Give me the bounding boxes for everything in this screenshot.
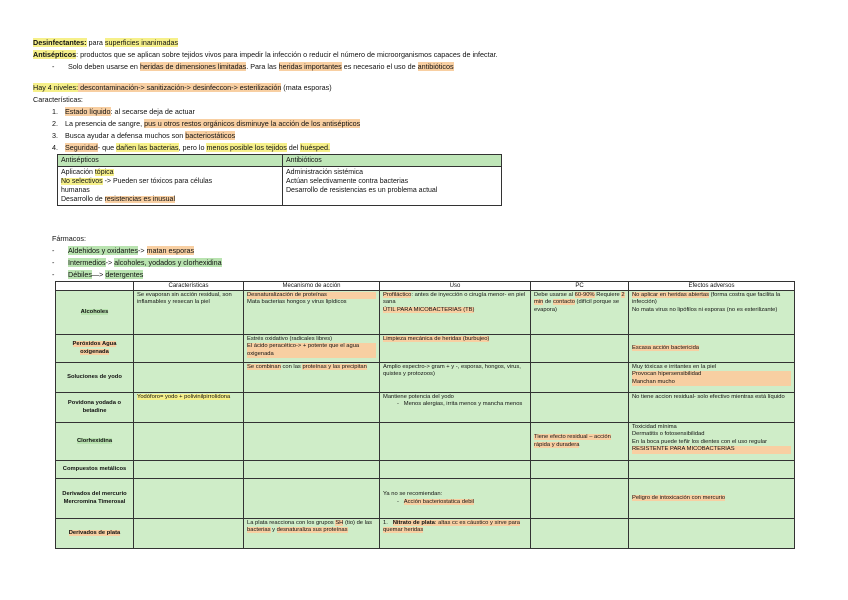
row-efectos: No aplicar en heridas abiertas (forma costra que facilita la infección) No mata virus no lipófilos ni esporas (no es esterilizante) [629,291,795,335]
comparison-header-antibioticos: Antibióticos [283,155,502,167]
row-pc [531,363,629,393]
table-row [56,479,795,519]
characteristic-item-1: 1. Estado líquido: al secarse deja de actuar [52,107,195,116]
row-mecanismo [244,423,380,461]
comparison-header-antisepticos: Antisépticos [58,155,283,167]
header-caracteristicas: Características [134,282,244,291]
characteristics-title: Características: [33,95,83,104]
farmaco-item-1: - Aldehidos y oxidantes-> matan esporas [52,246,195,255]
row-pc: Debe usarse al 60-90% Requiere 2 min de contacto (difícil porque se evapora) [531,291,629,335]
row-caracteristicas: Se evaporan sin acción residual, son inflamables y resecan la piel [134,291,244,335]
row-name: Alcoholes [56,291,134,335]
row-pc [531,335,629,363]
row-mecanismo: Desnaturalización de proteínas Mata bacterias hongos y virus lipídicos [244,291,380,335]
row-uso: Mantiene potencia del yodo - Menos alergias, irrita menos y mancha menos [380,393,531,423]
row-efectos: Escasa acción bactericida [629,335,795,363]
table-header-row [56,282,795,291]
row-efectos: No tiene accion residual- solo efectivo mientras está líquido [629,393,795,423]
farmaco-item-3: - Débiles—> detergentes [52,270,144,279]
intro-line-1: Desinfectantes: para superficies inanimadas [33,38,179,47]
row-efectos: Peligro de intoxicación con mercurio [629,479,795,519]
characteristic-item-4: 4. Seguridad- que dañen las bacterias, pero lo menos posible los tejidos del huésped. [52,143,330,152]
row-uso: Limpieza mecánica de heridas (burbujeo) [380,335,531,363]
table-row [56,519,795,549]
row-caracteristicas [134,423,244,461]
row-name: Soluciones de yodo [56,363,134,393]
antiseptics-table [55,281,795,549]
table-row [56,363,795,393]
comparison-header-row [58,155,502,167]
row-name: Derivados del mercurio Mercromina Timerosal [56,479,134,519]
comparison-row [58,167,502,206]
row-caracteristicas [134,335,244,363]
row-name: Peróxidos Agua oxigenada [56,335,134,363]
row-uso: Profiláctico: antes de inyección o cirugía menor- en piel sana ÚTIL PARA MICOBACTERIAS (TB) [380,291,531,335]
farmaco-item-2: - Intermedios-> alcoholes, yodados y clorhexidina [52,258,222,267]
levels-line: Hay 4 niveles: descontaminación-> sanitización-> desinfeccon-> esterilización (mata esporas) [33,83,332,92]
row-name: Povidona yodada o betadine [56,393,134,423]
comparison-cell-antibioticos: Administración sistémica Actúan selectivamente contra bacterias Desarrollo de resistencias es un problema actual [283,167,502,206]
row-name: Clorhexidina [56,423,134,461]
table-row [56,423,795,461]
row-mecanismo: Estrés oxidativo (radicales libres) El ácido peracético-> + potente que el agua oxigenada [244,335,380,363]
header-mecanismo: Mecanismo de acción [244,282,380,291]
row-caracteristicas [134,363,244,393]
row-efectos: Toxicidad mínima Dermatitis o fotosensibilidad En la boca puede teñir los dientes con el uso regular RESISTENTE PARA MICOBACTERIAS [629,423,795,461]
comparison-table [57,154,502,206]
header-efectos: Efectos adversos [629,282,795,291]
intro-line-2: Antisépticos: productos que se aplican sobre tejidos vivos para impedir la infección o reducir el número de microorganismos capaces de infectar. [33,50,498,59]
row-caracteristicas: Yodóforo= yodo + polivinilpirrolidona [134,393,244,423]
header-empty [56,282,134,291]
table-row [56,461,795,479]
row-uso: Ya no se recomiendan: - Acción bacteriostatica debil [380,479,531,519]
farmacos-title: Fármacos: [52,234,86,243]
row-uso: 1. Nitrato de plata: altas cc es cáustico y sirve para quemar heridas [380,519,531,549]
row-pc [531,393,629,423]
row-uso [380,423,531,461]
characteristic-item-2: 2. La presencia de sangre, pus u otros restos orgánicos disminuye la acción de los antisépticos [52,119,361,128]
row-efectos: Muy tóxicas e irritantes en la piel Provocan hipersensibilidad Manchan mucho [629,363,795,393]
row-name: Compuestos metálicos [56,461,134,479]
header-uso: Uso [380,282,531,291]
row-pc: Tiene efecto residual – acción rápida y duradera [531,423,629,461]
table-row [56,335,795,363]
table-row [56,393,795,423]
row-uso: Amplio espectro-> gram + y -, esporas, hongos, virus, quistes y protozoos) [380,363,531,393]
comparison-cell-antisepticos: Aplicación tópica No selectivos -> Pueden ser tóxicos para células humanas Desarrollo de resistencias es inusual [58,167,283,206]
row-mecanismo: La plata reacciona con los grupos SH (tio) de las bacterias y desnaturaliza sus proteínas [244,519,380,549]
table-row [56,291,795,335]
row-mecanismo [244,393,380,423]
row-name: Derivados de plata [56,519,134,549]
characteristic-item-3: 3. Busca ayudar a defensa muchos son bacteriostáticos [52,131,236,140]
row-mecanismo: Se combinan con las proteínas y las precipitan [244,363,380,393]
header-pc: PC [531,282,629,291]
intro-line-3: - Solo deben usarse en heridas de dimensiones limitadas. Para las heridas importantes es necesario el uso de antibióticos [52,62,454,71]
